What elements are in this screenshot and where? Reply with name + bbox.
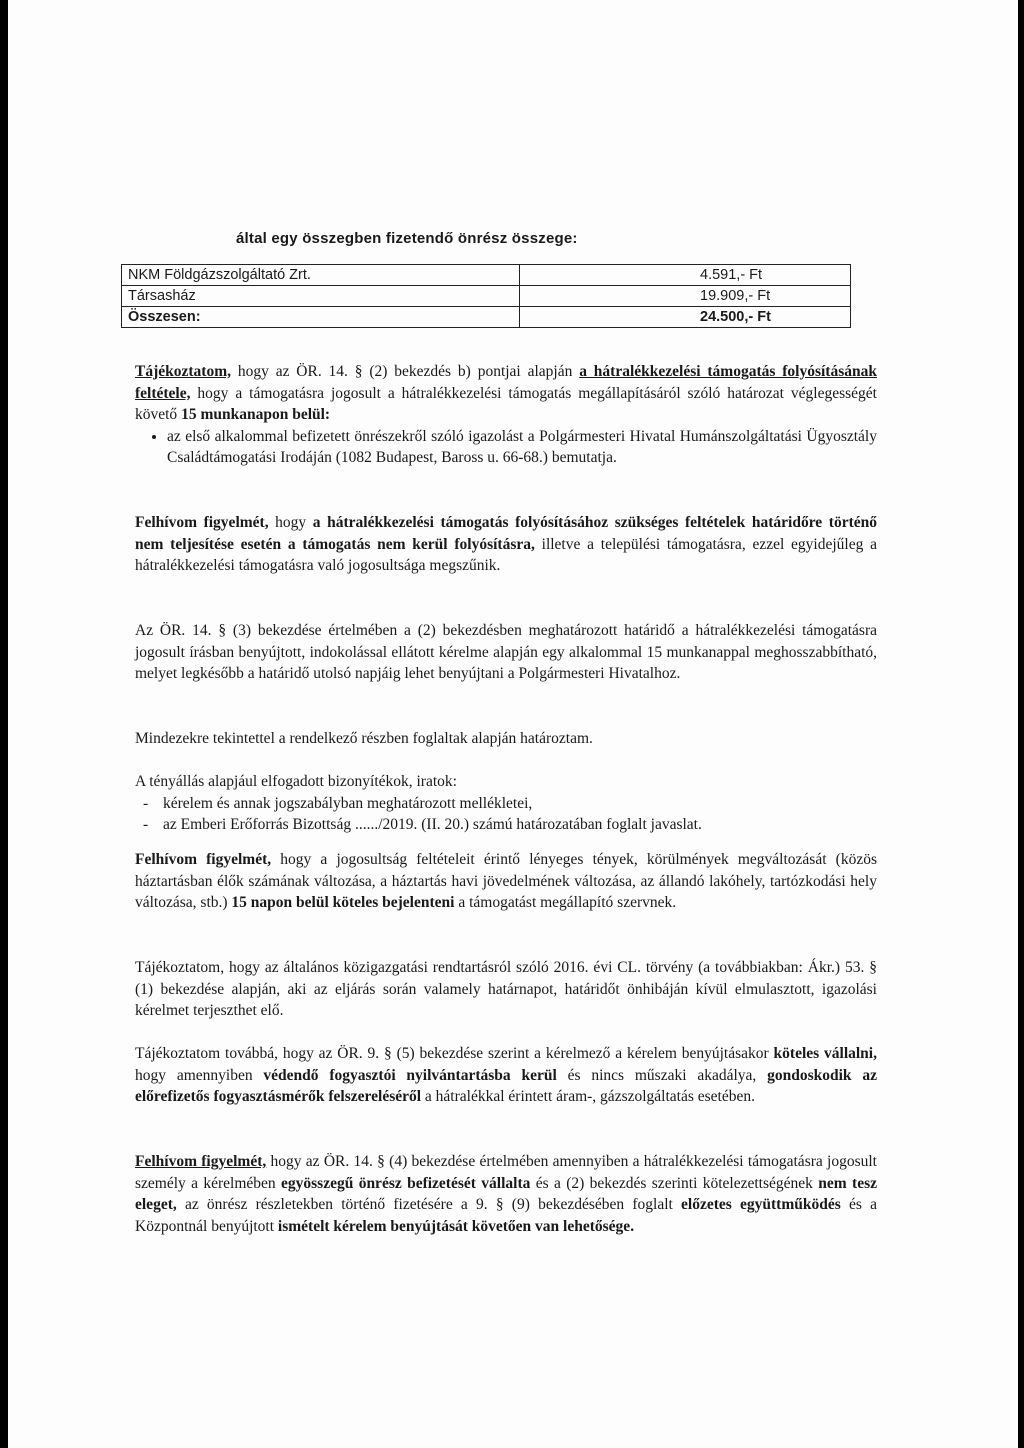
paragraph-akr-notice: Tájékoztatom, hogy az általános közigazgatási rendtartásról szóló 2016. évi CL. törvény (a továbbiakban: Ákr.) 53. § (1) bekezdése alapján, aki az eljárás során valamely határnapot, határidőt önhibáján kívül elmulasztott, igazolási kérelmet terjeszthet elő.	[135, 959, 877, 1019]
fee-label: Társasház	[122, 286, 520, 307]
text-run: hogy	[268, 514, 313, 531]
emphasis-text: védendő fogyasztói nyilvántartásba kerül	[263, 1066, 557, 1084]
intro-heading: által egy összegben fizetendő önrész összege:	[236, 230, 578, 247]
emphasis-text: ismételt kérelem benyújtását követően van lehetősége.	[277, 1217, 635, 1235]
document-page	[8, 0, 1018, 1448]
total-amount: 24.500,- Ft	[520, 307, 851, 328]
paragraph-change-notification	[135, 849, 877, 914]
list-item: • az első alkalommal befizetett önrészekről szóló igazolást a Polgármesteri Hivatal Humánszolgáltatási Ügyosztály Családtámogatási Irodáján (1082 Budapest, Baross u. 66-68.) bemutatja.	[167, 426, 877, 469]
emphasis-text: előzetes együttműködés	[681, 1196, 841, 1213]
lead-text: Tájékoztatom,	[135, 363, 231, 380]
text-run: és a Központnál benyújtott	[135, 1196, 878, 1235]
evidence-list	[135, 793, 877, 836]
emphasis-text: nem tesz eleget,	[135, 1174, 877, 1213]
total-label: Összesen:	[122, 307, 520, 328]
paragraph-deadline-extension: Az ÖR. 14. § (3) bekezdése értelmében a (2) bekezdésben meghatározott határidő a hátralékkezelési támogatásra jogosult írásban benyújtott, indokolással ellátott kérelme alapján egy alkalommal 15 munkanappal meghosszabbítható, melyet legkésőbb a határidő utolsó napjáig lehet benyújtani a Polgármesteri Hivatalhoz.	[135, 622, 877, 682]
emphasis-text: 15 munkanapon belül:	[181, 406, 331, 423]
fees-table	[121, 264, 851, 328]
text-run: az önrész részletekben történő fizetésére a 9. § (9) bekezdésében foglalt	[176, 1196, 682, 1213]
evidence-lead: A tényállás alapjául elfogadott bizonyítékok, iratok:	[135, 773, 457, 790]
fee-amount: 19.909,- Ft	[520, 286, 851, 307]
text-run: és a (2) bekezdés szerinti kötelezettségének	[530, 1174, 819, 1192]
fee-amount: 4.591,- Ft	[520, 265, 851, 286]
list-item: - az Emberi Erőforrás Bizottság ....../2019. (II. 20.) számú határozatában foglalt javaslat.	[135, 814, 877, 836]
text-run: és nincs műszaki akadálya,	[556, 1066, 768, 1084]
paragraph-evidence	[135, 771, 877, 836]
paragraph-payment-condition	[135, 361, 877, 469]
list-item: - kérelem és annak jogszabályban meghatározott mellékletei,	[135, 793, 877, 815]
text-run: hogy amennyiben	[135, 1066, 264, 1084]
text-run: hogy az ÖR. 14. § (4) bekezdése értelmében amennyiben a hátralékkezelési támogatásra jogosult személy a kérelmében	[135, 1153, 877, 1192]
text-run: hogy a jogosultság feltételeit érintő lényeges tények, körülmények megváltozását (közös háztartásban élők számának változása, a háztartás havi jövedelmének változása, az állandó lakóhely, tartózkodási hely változása, stb.)	[135, 851, 877, 911]
emphasis-text: a hátralékkezelési támogatás folyósításához szükséges feltételek határidőre történő nem teljesítése esetén a támogatás nem kerül folyósításra,	[135, 514, 877, 553]
emphasis-text: a hátralékkezelési támogatás folyósításának feltétele,	[135, 363, 877, 402]
paragraph-meter-obligation	[135, 1043, 877, 1108]
emphasis-text: Felhívom figyelmét,	[135, 851, 272, 868]
emphasis-text: gondoskodik az előrefizetős fogyasztásmérők felszereléséről	[135, 1066, 877, 1105]
text-run: hogy az ÖR. 14. § (2) bekezdés b) pontjai alapján	[231, 363, 580, 380]
lead-text: Felhívom figyelmét,	[135, 1153, 267, 1170]
paragraph-installment-warning	[135, 1151, 877, 1237]
table-row	[122, 286, 851, 307]
paragraph-decision: Mindezekre tekintettel a rendelkező részben foglaltak alapján határoztam.	[135, 730, 593, 747]
emphasis-text: Felhívom figyelmét,	[135, 514, 269, 531]
emphasis-text: egyösszegű önrész befizetését vállalta	[281, 1174, 531, 1192]
text-run: hogy a támogatásra jogosult a hátralékkezelési támogatás megállapításáról szóló határozat véglegességét követő	[135, 384, 877, 423]
emphasis-text: 15 napon belül köteles bejelenteni	[231, 894, 455, 911]
paragraph-warning-conditions	[135, 512, 877, 577]
fee-label: NKM Földgázszolgáltató Zrt.	[122, 265, 520, 286]
table-row	[122, 265, 851, 286]
bullet-list	[135, 426, 877, 469]
text-run: illetve a települési támogatásra, ezzel egyidejűleg a hátralékkezelési támogatásra való jogosultsága megszűnik.	[135, 535, 877, 574]
text-run: a támogatást megállapító szervnek.	[454, 894, 677, 911]
table-total-row	[122, 307, 851, 328]
emphasis-text: köteles vállalni,	[773, 1045, 877, 1062]
text-run: a hátralékkal érintett áram-, gázszolgáltatás esetében.	[421, 1088, 755, 1105]
text-run: Tájékoztatom továbbá, hogy az ÖR. 9. § (5) bekezdése szerint a kérelmező a kérelem benyújtásakor	[135, 1045, 774, 1062]
